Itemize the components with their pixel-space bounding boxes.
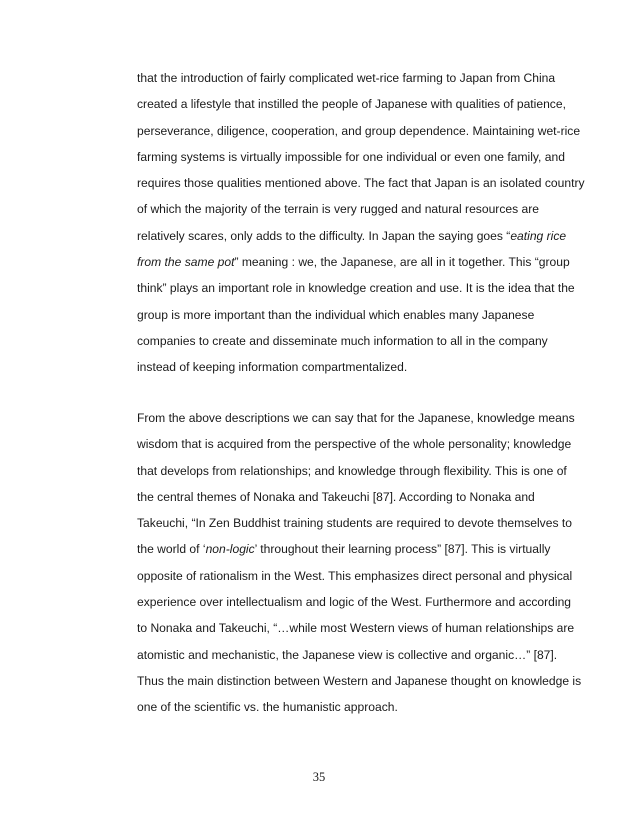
text-line bbox=[137, 328, 569, 354]
text-run: ’ throughout their learning process” [87]. This is virtually bbox=[254, 542, 551, 557]
text-run: wisdom that is acquired from the perspective of the whole personality; knowledge bbox=[137, 437, 572, 452]
text-run: instead of keeping information compartmentalized. bbox=[137, 360, 408, 375]
page-number: 35 bbox=[312, 770, 326, 784]
text-line bbox=[137, 615, 575, 641]
text-run: relatively scares, only adds to the difficulty. In Japan the saying goes “ bbox=[137, 228, 511, 243]
text-line bbox=[137, 458, 569, 484]
text-run: farming systems is virtually impossible for one individual or even one family, and bbox=[137, 149, 565, 164]
text-line bbox=[137, 510, 572, 536]
text-run: requires those qualities mentioned above. The fact that Japan is an isolated country bbox=[137, 176, 585, 191]
text-line bbox=[137, 118, 581, 144]
text-line bbox=[137, 249, 569, 275]
text-line bbox=[137, 196, 569, 222]
text-line bbox=[137, 536, 569, 562]
text-line bbox=[137, 405, 575, 431]
text-line bbox=[137, 589, 572, 615]
text-line bbox=[137, 694, 569, 720]
text-line bbox=[137, 91, 569, 117]
text-run: that the introduction of fairly complicated wet-rice farming to Japan from China bbox=[137, 71, 556, 85]
text-line bbox=[137, 563, 573, 589]
text-line bbox=[137, 642, 569, 668]
text-run: From the above descriptions we can say that for the Japanese, knowledge means bbox=[137, 411, 575, 425]
text-run: Takeuchi, “In Zen Buddhist training students are required to devote themselves to bbox=[137, 516, 572, 531]
text-run: to Nonaka and Takeuchi, “…while most Western views of human relationships are bbox=[137, 621, 575, 636]
text-line bbox=[137, 223, 569, 249]
text-run: group is more important than the individual which enables many Japanese bbox=[137, 307, 535, 322]
italic-text-run: eating rice bbox=[510, 228, 567, 243]
text-line bbox=[137, 484, 569, 510]
text-run: created a lifestyle that instilled the people of Japanese with qualities of patience, bbox=[137, 97, 566, 112]
text-run: experience over intellectualism and logic of the West. Furthermore and according bbox=[137, 595, 572, 610]
text-line bbox=[137, 354, 569, 380]
italic-text-run: non-logic bbox=[205, 542, 255, 557]
text-run: that develops from relationships; and knowledge through flexibility. This is one of bbox=[137, 463, 567, 478]
text-run: ” meaning : we, the Japanese, are all in it together. This “group bbox=[234, 255, 570, 270]
text-run: the world of ‘ bbox=[137, 542, 206, 557]
text-line bbox=[137, 144, 569, 170]
text-run: of which the majority of the terrain is very rugged and natural resources are bbox=[137, 202, 539, 217]
text-line bbox=[137, 668, 582, 694]
paragraph-1 bbox=[137, 65, 585, 381]
text-run: opposite of rationalism in the West. This emphasizes direct personal and physical bbox=[137, 568, 573, 583]
text-run: think” plays an important role in knowledge creation and use. It is the idea that the bbox=[137, 281, 575, 296]
paragraph-2 bbox=[137, 405, 582, 721]
text-run: perseverance, diligence, cooperation, and group dependence. Maintaining wet-rice bbox=[137, 123, 581, 138]
text-line bbox=[137, 431, 572, 457]
text-line bbox=[137, 65, 569, 91]
text-line bbox=[137, 170, 585, 196]
text-run: Thus the main distinction between Western and Japanese thought on knowledge is bbox=[137, 673, 582, 688]
italic-text-run: from the same pot bbox=[137, 255, 235, 270]
text-run: the central themes of Nonaka and Takeuchi [87]. According to Nonaka and bbox=[137, 489, 535, 504]
text-run: companies to create and disseminate much information to all in the company bbox=[137, 333, 548, 348]
text-run: one of the scientific vs. the humanistic approach. bbox=[137, 700, 398, 715]
text-run: atomistic and mechanistic, the Japanese view is collective and organic…” [87]. bbox=[137, 647, 558, 662]
text-line bbox=[137, 275, 575, 301]
text-line bbox=[137, 302, 569, 328]
